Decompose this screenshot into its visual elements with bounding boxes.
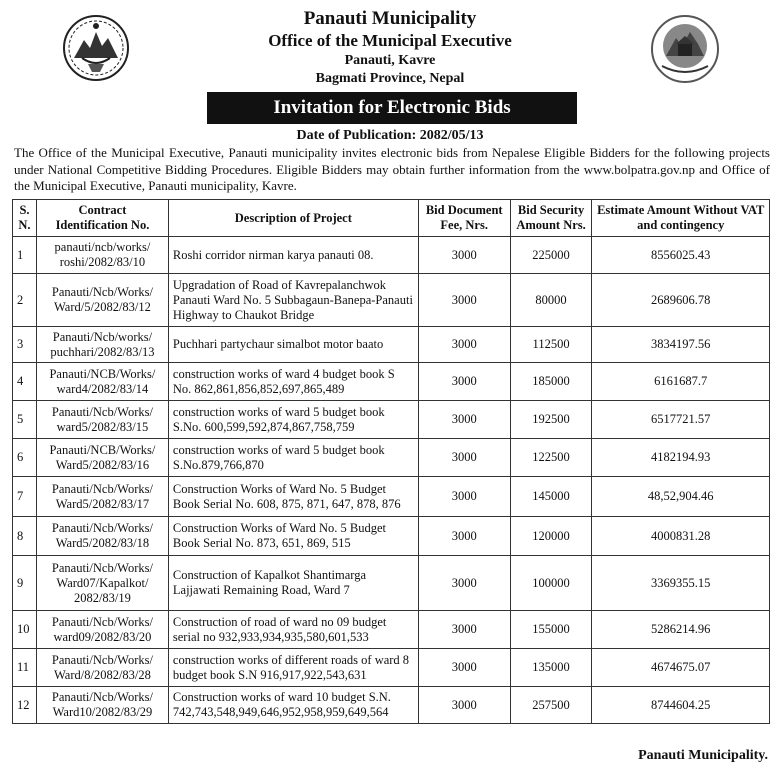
cell-sn: 2 (13, 274, 37, 327)
cell-bid-fee: 3000 (418, 439, 510, 477)
cell-description: construction works of ward 4 budget book S No. 862,861,856,852,697,865,489 (168, 363, 418, 401)
cell-bid-security: 185000 (510, 363, 592, 401)
cell-contract-id: Panauti/Ncb/Works/ Ward5/2082/83/18 (36, 517, 168, 556)
table-header-row (13, 200, 770, 237)
cell-estimate: 2689606.78 (592, 274, 770, 327)
header-bid-security: Bid Security Amount Nrs. (510, 200, 592, 237)
cell-sn: 5 (13, 401, 37, 439)
cell-description: Roshi corridor nirman karya panauti 08. (168, 237, 418, 274)
cell-description: Construction of road of ward no 09 budget serial no 932,933,934,935,580,601,533 (168, 611, 418, 649)
cell-estimate: 4182194.93 (592, 439, 770, 477)
cell-bid-security: 122500 (510, 439, 592, 477)
cell-bid-fee: 3000 (418, 517, 510, 556)
cell-bid-security: 135000 (510, 649, 592, 687)
table-row (13, 439, 770, 477)
table-row (13, 517, 770, 556)
cell-estimate: 8744604.25 (592, 687, 770, 724)
address-line-2: Bagmati Province, Nepal (315, 71, 465, 86)
cell-bid-fee: 3000 (418, 274, 510, 327)
cell-bid-fee: 3000 (418, 611, 510, 649)
office-name: Office of the Municipal Executive (268, 31, 512, 50)
cell-bid-security: 192500 (510, 401, 592, 439)
cell-estimate: 5286214.96 (592, 611, 770, 649)
cell-sn: 7 (13, 477, 37, 517)
cell-bid-fee: 3000 (418, 237, 510, 274)
cell-bid-fee: 3000 (418, 556, 510, 611)
cell-estimate: 4000831.28 (592, 517, 770, 556)
publication-date: Date of Publication: 2082/05/13 (296, 128, 484, 143)
cell-bid-security: 145000 (510, 477, 592, 517)
header-contract-id: Contract Identification No. (36, 200, 168, 237)
cell-contract-id: Panauti/Ncb/Works/ Ward/5/2082/83/12 (36, 274, 168, 327)
cell-contract-id: Panauti/Ncb/Works/ Ward10/2082/83/29 (36, 687, 168, 724)
cell-estimate: 6517721.57 (592, 401, 770, 439)
cell-contract-id: Panauti/Ncb/Works/ Ward5/2082/83/17 (36, 477, 168, 517)
cell-description: Upgradation of Road of Kavrepalanchwok Panauti Ward No. 5 Subbagaun-Banepa-Panauti Highway to Chaukot Bridge (168, 274, 418, 327)
cell-bid-fee: 3000 (418, 649, 510, 687)
cell-sn: 10 (13, 611, 37, 649)
intro-paragraph: The Office of the Municipal Executive, Panauti municipality invites electronic bids from Nepalese Eligible Bidders for the following projects under National Competitive Bidding Procedures. Eligible Bidders may obtain further information from the www.bolpatra.gov.np and Office of the Municipal Executive, Panauti municipality, Kavre. (14, 145, 770, 193)
cell-contract-id: Panauti/Ncb/Works/ ward09/2082/83/20 (36, 611, 168, 649)
cell-bid-fee: 3000 (418, 401, 510, 439)
cell-sn: 6 (13, 439, 37, 477)
cell-bid-fee: 3000 (418, 327, 510, 363)
letterhead (0, 0, 780, 88)
header-bid-fee: Bid Document Fee, Nrs. (418, 200, 510, 237)
table-row (13, 237, 770, 274)
table-row (13, 649, 770, 687)
table-row (13, 401, 770, 439)
cell-estimate: 48,52,904.46 (592, 477, 770, 517)
cell-description: construction works of different roads of ward 8 budget book S.N 916,917,922,543,631 (168, 649, 418, 687)
table-row (13, 477, 770, 517)
table-row (13, 274, 770, 327)
cell-sn: 3 (13, 327, 37, 363)
cell-bid-fee: 3000 (418, 477, 510, 517)
cell-contract-id: Panauti/NCB/Works/ ward4/2082/83/14 (36, 363, 168, 401)
cell-description: construction works of ward 5 budget book S.No.879,766,870 (168, 439, 418, 477)
cell-bid-security: 120000 (510, 517, 592, 556)
cell-contract-id: Panauti/Ncb/Works/ ward5/2082/83/15 (36, 401, 168, 439)
cell-description: Construction works of ward 10 budget S.N. 742,743,548,949,646,952,958,959,649,564 (168, 687, 418, 724)
cell-sn: 1 (13, 237, 37, 274)
table-row (13, 556, 770, 611)
cell-estimate: 8556025.43 (592, 237, 770, 274)
cell-sn: 4 (13, 363, 37, 401)
cell-sn: 11 (13, 649, 37, 687)
bids-table (12, 199, 770, 724)
cell-bid-security: 112500 (510, 327, 592, 363)
cell-bid-security: 100000 (510, 556, 592, 611)
cell-bid-fee: 3000 (418, 363, 510, 401)
cell-bid-security: 257500 (510, 687, 592, 724)
cell-bid-security: 225000 (510, 237, 592, 274)
cell-sn: 12 (13, 687, 37, 724)
notice-title-banner: Invitation for Electronic Bids (207, 92, 577, 124)
table-row (13, 687, 770, 724)
table-row (13, 611, 770, 649)
cell-description: Construction Works of Ward No. 5 Budget Book Serial No. 873, 651, 869, 515 (168, 517, 418, 556)
table-row (13, 327, 770, 363)
cell-bid-fee: 3000 (418, 687, 510, 724)
org-name: Panauti Municipality (303, 8, 477, 29)
cell-estimate: 3369355.15 (592, 556, 770, 611)
table-row (13, 363, 770, 401)
cell-bid-security: 80000 (510, 274, 592, 327)
cell-bid-security: 155000 (510, 611, 592, 649)
cell-sn: 8 (13, 517, 37, 556)
cell-contract-id: panauti/ncb/works/ roshi/2082/83/10 (36, 237, 168, 274)
cell-description: Construction Works of Ward No. 5 Budget Book Serial No. 608, 875, 871, 647, 878, 876 (168, 477, 418, 517)
cell-description: Construction of Kapalkot Shantimarga Lajjawati Remaining Road, Ward 7 (168, 556, 418, 611)
cell-description: Puchhari partychaur simalbot motor baato (168, 327, 418, 363)
cell-description: construction works of ward 5 budget book S.No. 600,599,592,874,867,758,759 (168, 401, 418, 439)
header-estimate: Estimate Amount Without VAT and contingency (592, 200, 770, 237)
cell-sn: 9 (13, 556, 37, 611)
cell-estimate: 6161687.7 (592, 363, 770, 401)
header-description: Description of Project (168, 200, 418, 237)
signature-footer: Panauti Municipality. (638, 748, 768, 763)
cell-estimate: 3834197.56 (592, 327, 770, 363)
cell-contract-id: Panauti/Ncb/Works/ Ward07/Kapalkot/ 2082/83/19 (36, 556, 168, 611)
header-sn: S. N. (13, 200, 37, 237)
cell-estimate: 4674675.07 (592, 649, 770, 687)
address-line-1: Panauti, Kavre (344, 53, 436, 68)
cell-contract-id: Panauti/Ncb/Works/ Ward/8/2082/83/28 (36, 649, 168, 687)
cell-contract-id: Panauti/NCB/Works/ Ward5/2082/83/16 (36, 439, 168, 477)
cell-contract-id: Panauti/Ncb/works/ puchhari/2082/83/13 (36, 327, 168, 363)
